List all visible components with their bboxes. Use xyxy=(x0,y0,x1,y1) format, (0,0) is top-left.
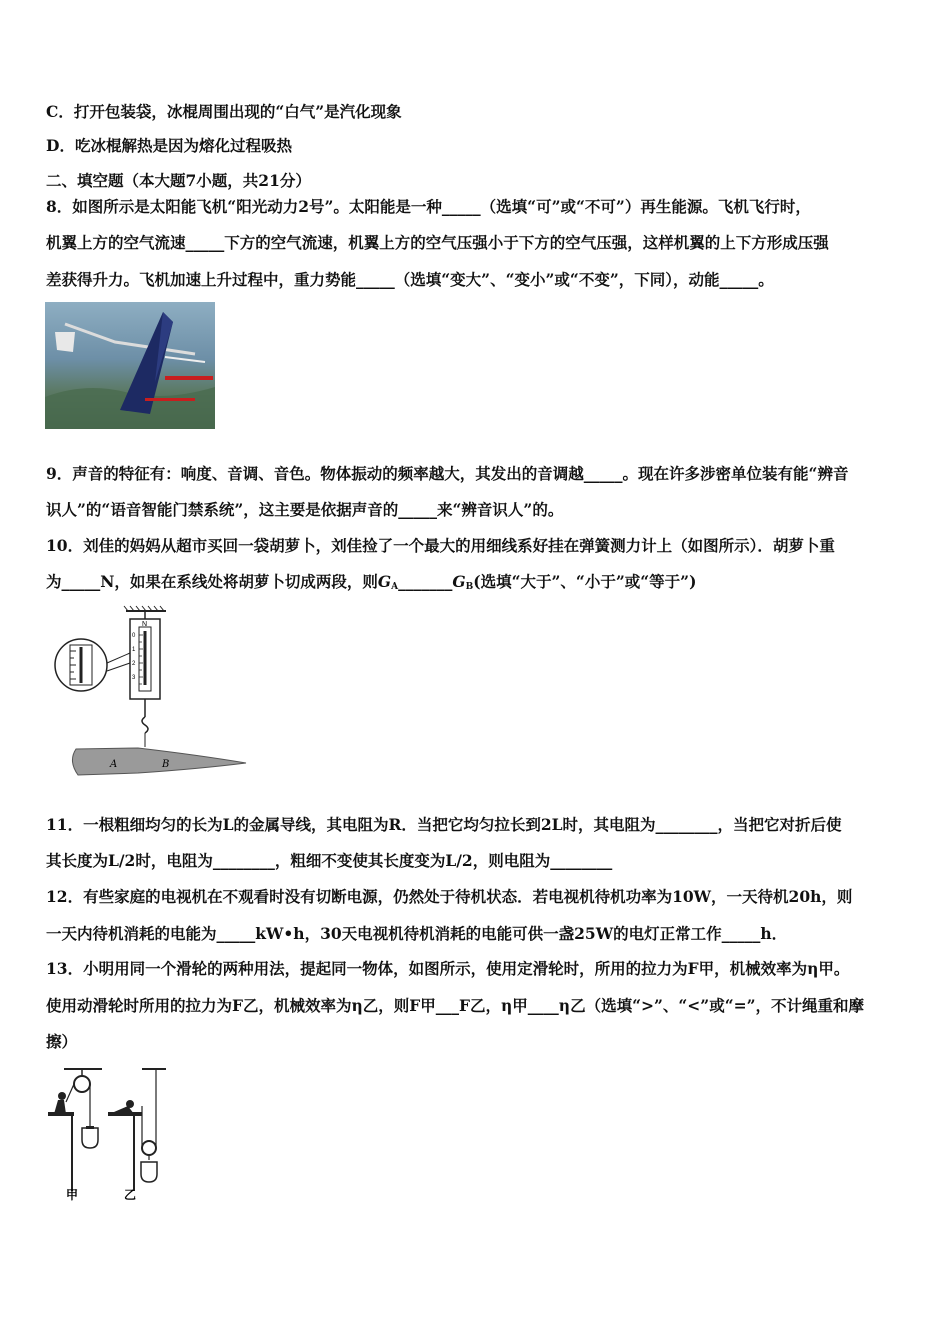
q9-line-2: 识人”的“语音智能门禁系统”，这主要是依据声音的_____来“辨音识人”的。 xyxy=(46,500,564,519)
q12-line-2: 一天内待机消耗的电能为_____kW•h，30天电视机待机消耗的电能可供一盏25W的电灯正常工作_____h． xyxy=(46,924,788,943)
solar-plane-figure xyxy=(45,302,215,429)
scale-label-n: N xyxy=(142,621,148,628)
scale-tick-1: 1 xyxy=(132,647,136,653)
q13-line-1: 13．小明用同一个滑轮的两种用法，提起同一物体，如图所示，使用定滑轮时，所用的拉力为F甲，机械效率为η甲。 xyxy=(46,959,850,978)
pulley-label-yi: 乙 xyxy=(124,1188,137,1202)
q9-line-1: 9．声音的特征有：响度、音调、音色。物体振动的频率越大，其发出的音调越_____。现在许多涉密单位装有能“辨音 xyxy=(46,464,849,483)
q10-line-2 xyxy=(46,572,906,597)
option-c: C．打开包装袋，冰棍周围出现的“白气”是汽化现象 xyxy=(46,102,402,121)
q11-line-1: 11．一根粗细均匀的长为L的金属导线，其电阻为R．当把它均匀拉长到2L时，其电阻为________，当把它对折后使 xyxy=(46,815,842,834)
scale-tick-3: 3 xyxy=(132,675,136,681)
q10-var-ga: G xyxy=(377,572,392,591)
pulley-figure xyxy=(44,1066,184,1204)
q13-line-3: 擦） xyxy=(46,1032,78,1051)
q10-sub-b: B xyxy=(465,582,474,592)
q10-blank: _______ xyxy=(398,572,453,591)
section-title: 二、填空题（本大题7小题，共21分） xyxy=(46,171,311,190)
q10-var-gb: G xyxy=(452,572,466,591)
option-d: D．吃冰棍解热是因为熔化过程吸热 xyxy=(46,136,292,155)
q8-line-2: 机翼上方的空气流速_____下方的空气流速，机翼上方的空气压强小于下方的空气压强，这样机翼的上下方形成压强 xyxy=(46,233,829,252)
scale-tick-0: 0 xyxy=(132,633,136,639)
q11-line-2: 其长度为L/2时，电阻为________，粗细不变使其长度变为L/2，则电阻为________ xyxy=(46,851,613,870)
q8-line-3: 差获得升力。飞机加速上升过程中，重力势能_____（选填“变大”、“变小”或“不变”，下同），动能_____。 xyxy=(46,270,774,289)
q10-text-b: (选填“大于”、“小于”或“等于”) xyxy=(473,572,697,591)
q10-sub-a: A xyxy=(391,582,399,592)
pulley-label-jia: 甲 xyxy=(66,1188,79,1202)
q13-line-2: 使用动滑轮时所用的拉力为F乙，机械效率为η乙，则F甲___F乙，η甲____η乙（选填“>”、“<”或“=”，不计绳重和摩 xyxy=(46,996,865,1015)
carrot-label-a: A xyxy=(110,759,118,770)
q10-line-1: 10．刘佳的妈妈从超市买回一袋胡萝卜，刘佳捡了一个最大的用细线系好挂在弹簧测力计上（如图所示）．胡萝卜重 xyxy=(46,536,835,555)
q10-text-a: 为_____N，如果在系线处将胡萝卜切成两段，则 xyxy=(46,572,378,591)
q12-line-1: 12．有些家庭的电视机在不观看时没有切断电源，仍然处于待机状态．若电视机待机功率为10W，一天待机20h，则 xyxy=(46,887,853,906)
spring-scale-figure xyxy=(48,605,248,780)
carrot-label-b: B xyxy=(162,759,170,770)
scale-tick-2: 2 xyxy=(132,661,136,667)
q8-line-1: 8．如图所示是太阳能飞机“阳光动力2号”。太阳能是一种_____（选填“可”或“不可”）再生能源。飞机飞行时， xyxy=(46,197,811,216)
